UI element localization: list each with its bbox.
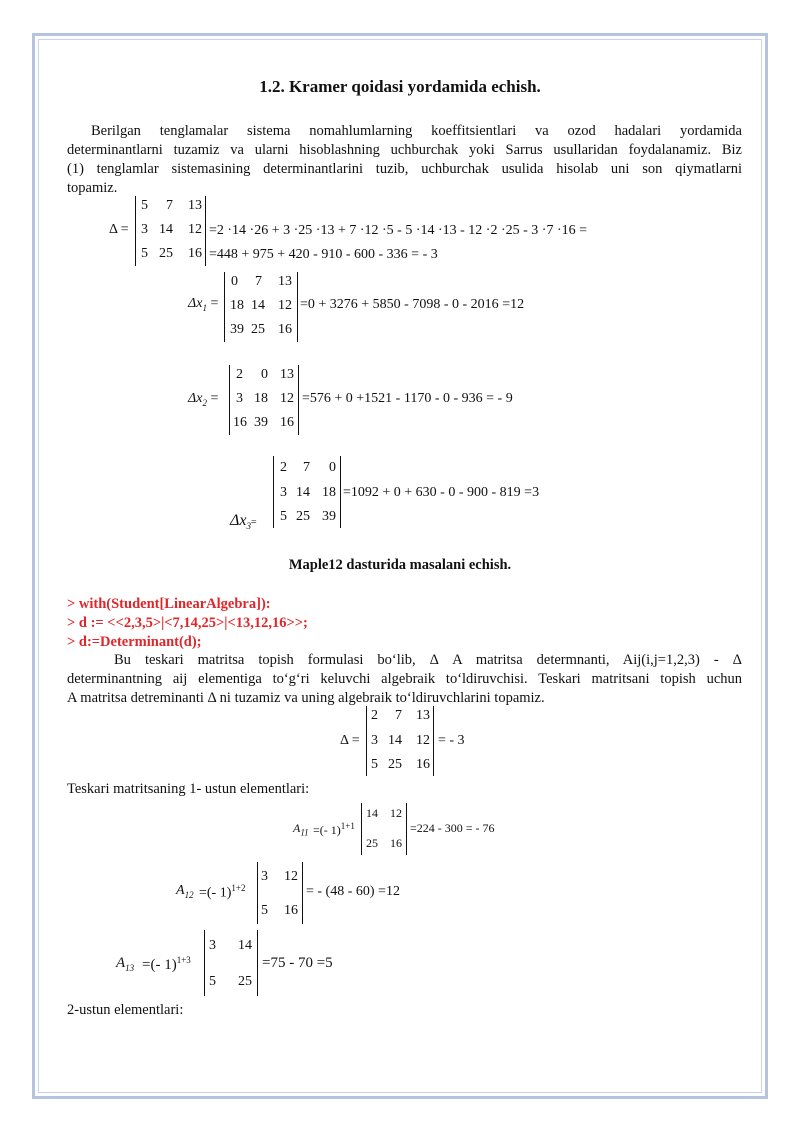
matrix-cell: 7 xyxy=(255,274,262,289)
matrix-cell: 25 xyxy=(388,757,402,772)
matrix-cell: 12 xyxy=(390,806,402,820)
matrix-cell: 2 xyxy=(371,708,378,723)
matrix-cell: 16 xyxy=(233,415,247,430)
matrix-cell: 18 xyxy=(230,298,244,313)
dx1-result: =0 + 3276 + 5850 - 7098 - 0 - 2016 =12 xyxy=(300,297,525,312)
intro-line: (1) tenglamlar sistemasining determinantlarini tuzib, uchburchak usulida hisolab uni son qiymatlarni xyxy=(67,161,742,177)
matrix-cell: 7 xyxy=(303,460,310,475)
matrix-cell: 16 xyxy=(284,903,298,918)
matrix-cell: 16 xyxy=(188,246,202,261)
matrix-cell: 0 xyxy=(261,367,268,382)
matrix-cell: 5 xyxy=(141,246,148,261)
a13-result: =75 - 70 =5 xyxy=(262,955,333,971)
matrix-cell: 25 xyxy=(366,836,378,850)
delta-expansion: =2 ·14 ·26 + 3 ·25 ·13 + 7 ·12 ·5 - 5 ·14 ·13 - 12 ·2 ·25 - 3 ·7 ·16 = xyxy=(209,223,588,238)
matrix-cell: 16 xyxy=(416,757,430,772)
a12-sign: =(- 1)$^{1+2}$ xyxy=(199,883,246,901)
para-line: Bu teskari matritsa topish formulasi bo‘lib, Δ A matritsa determnanti, Aij(i,j=1,2,3) - Δ xyxy=(114,652,742,668)
matrix-cell: 12 xyxy=(278,298,292,313)
section-heading: 1.2. Kramer qoidasi yordamida echish. xyxy=(259,77,541,96)
matrix-cell: 14 xyxy=(251,298,265,313)
matrix-cell: 3 xyxy=(209,938,216,953)
matrix-cell: 12 xyxy=(416,733,430,748)
dx3-result: =1092 + 0 + 630 - 0 - 900 - 819 =3 xyxy=(343,485,540,500)
maple-command: > d:=Determinant(d); xyxy=(67,634,202,650)
a11-sign: =(- 1)$^{1+1}$ xyxy=(313,821,355,837)
maple-command: > with(Student[LinearAlgebra]): xyxy=(67,596,271,612)
matrix-cell: 12 xyxy=(284,869,298,884)
matrix-cell: 25 xyxy=(159,246,173,261)
matrix-cell: 18 xyxy=(322,485,336,500)
matrix-cell: 25 xyxy=(238,974,252,989)
matrix-cell: 5 xyxy=(280,509,287,524)
matrix-cell: 14 xyxy=(366,806,378,820)
a11-result: =224 - 300 = - 76 xyxy=(410,821,495,835)
matrix-cell: 5 xyxy=(371,757,378,772)
matrix-cell: 16 xyxy=(280,415,294,430)
matrix-cell: 18 xyxy=(254,391,268,406)
matrix-cell: 16 xyxy=(390,836,402,850)
matrix-cell: 3 xyxy=(371,733,378,748)
col2-heading: 2-ustun elementlari: xyxy=(67,1002,184,1018)
col1-heading: Teskari matritsaning 1- ustun elementlari: xyxy=(67,781,310,797)
intro-line: determinantlarni tuzamiz va ularni hisoblashning uchburchak yoki Sarrus usullaridan foydalanamiz. Biz xyxy=(67,142,742,158)
matrix-cell: 0 xyxy=(329,460,336,475)
delta-value: =448 + 975 + 420 - 910 - 600 - 336 = - 3 xyxy=(209,247,438,262)
a11-label: $A_{11}$ xyxy=(293,821,309,838)
matrix-cell: 14 xyxy=(159,222,173,237)
matrix-cell: 39 xyxy=(322,509,336,524)
matrix-cell: 7 xyxy=(166,198,173,213)
matrix-cell: 39 xyxy=(230,322,244,337)
matrix-cell: 13 xyxy=(278,274,292,289)
delta2-result: = - 3 xyxy=(438,733,465,748)
maple-command: > d := <<2,3,5>|<7,14,25>|<13,12,16>>; xyxy=(67,615,308,631)
intro-line: Berilgan tenglamalar sistema nomahlumlarning koeffitsientlari va ozod hadalari yordamida xyxy=(91,123,742,139)
para-line: A matritsa detreminanti Δ ni tuzamiz va uning algebraik to‘ldiruvchlarini topamiz. xyxy=(67,690,545,706)
dx1-label: $\Delta x_1$ = xyxy=(188,296,219,313)
dx2-result: =576 + 0 +1521 - 1170 - 0 - 936 = - 9 xyxy=(302,391,513,406)
matrix-cell: 3 xyxy=(280,485,287,500)
dx3-label: $\Delta x_3=$ xyxy=(230,512,257,532)
matrix-cell: 12 xyxy=(188,222,202,237)
a13-sign: =(- 1)$^{1+3}$ xyxy=(142,955,191,973)
matrix-cell: 14 xyxy=(238,938,252,953)
matrix-cell: 25 xyxy=(296,509,310,524)
matrix-cell: 12 xyxy=(280,391,294,406)
matrix-cell: 13 xyxy=(188,198,202,213)
matrix-cell: 3 xyxy=(141,222,148,237)
matrix-cell: 0 xyxy=(231,274,238,289)
matrix-cell: 14 xyxy=(296,485,310,500)
intro-line: topamiz. xyxy=(67,180,118,196)
matrix-cell: 5 xyxy=(261,903,268,918)
a13-label: $A_{13}$ xyxy=(116,955,135,973)
matrix-cell: 7 xyxy=(395,708,402,723)
matrix-cell: 2 xyxy=(236,367,243,382)
matrix-cell: 2 xyxy=(280,460,287,475)
matrix-cell: 13 xyxy=(416,708,430,723)
intro-paragraph xyxy=(67,122,742,198)
dx2-label: $\Delta x_2$ = xyxy=(188,391,219,408)
matrix-cell: 3 xyxy=(236,391,243,406)
matrix-cell: 5 xyxy=(209,974,216,989)
a12-result: = - (48 - 60) =12 xyxy=(306,884,400,899)
matrix-cell: 13 xyxy=(280,367,294,382)
delta-label: Δ = xyxy=(109,222,129,237)
maple-heading: Maple12 dasturida masalani echish. xyxy=(288,557,512,573)
delta2-label: Δ = xyxy=(340,733,360,748)
a12-label: $A_{12}$ xyxy=(176,883,194,900)
matrix-cell: 39 xyxy=(254,415,268,430)
matrix-cell: 5 xyxy=(141,198,148,213)
para-line: determinantning aij elementiga to‘g‘ri keluvchi algebraik to‘ldiruvchisi. Teskari matritsani topish uchun xyxy=(67,671,742,687)
matrix-cell: 14 xyxy=(388,733,402,748)
matrix-cell: 16 xyxy=(278,322,292,337)
matrix-cell: 25 xyxy=(251,322,265,337)
matrix-cell: 3 xyxy=(261,869,268,884)
inverse-paragraph xyxy=(67,651,742,708)
